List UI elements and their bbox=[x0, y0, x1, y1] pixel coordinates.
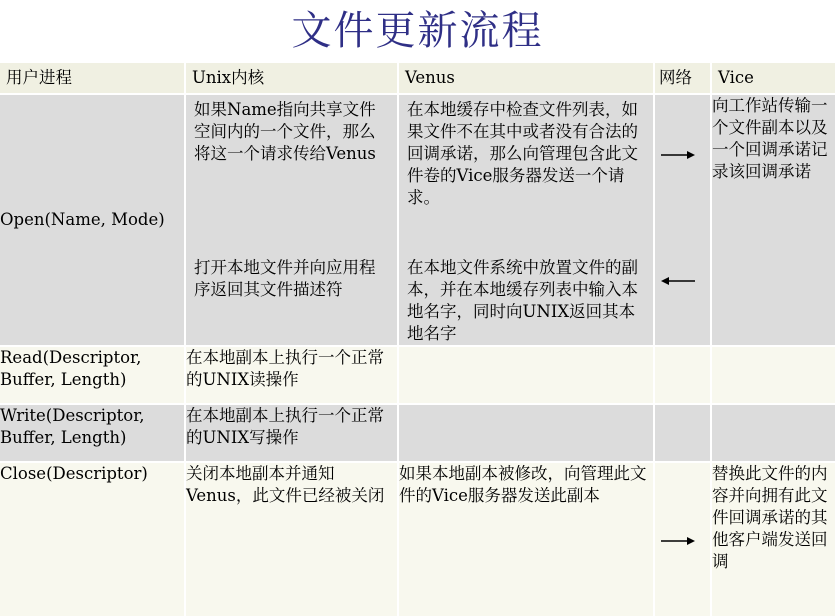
file-update-table bbox=[0, 61, 835, 616]
network-read-empty bbox=[654, 346, 711, 404]
network-close-cell bbox=[654, 462, 711, 616]
unix-read: 在本地副本上执行一个正常的UNIX读操作 bbox=[185, 346, 398, 404]
vice-open: 向工作站传输一个文件副本以及一个回调承诺记录该回调承诺 bbox=[711, 94, 835, 346]
venus-close: 如果本地副本被修改，向管理此文件的Vice服务器发送此副本 bbox=[398, 462, 654, 616]
vice-write-empty bbox=[711, 404, 835, 462]
right-arrow-icon bbox=[661, 148, 695, 162]
left-arrow-icon bbox=[661, 274, 695, 288]
venus-open-place: 在本地文件系统中放置文件的副本，并在本地缓存列表中输入本地名字，同时向UNIX返回其本地名字 bbox=[407, 258, 638, 343]
unix-open-return: 打开本地文件并向应用程序返回其文件描述符 bbox=[194, 258, 376, 299]
header-user-process: 用户进程 bbox=[0, 62, 185, 94]
venus-open-check: 在本地缓存中检查文件列表，如果文件不在其中或者没有合法的回调承诺，那么向管理包含此文件卷的Vice服务器发送一个请求。 bbox=[407, 100, 638, 207]
op-close: Close(Descriptor) bbox=[0, 462, 185, 616]
header-network: 网络 bbox=[654, 62, 711, 94]
venus-open-cell bbox=[398, 94, 654, 346]
header-venus: Venus bbox=[398, 62, 654, 94]
table-row-close bbox=[0, 462, 835, 616]
unix-write: 在本地副本上执行一个正常的UNIX写操作 bbox=[185, 404, 398, 462]
table-row-open bbox=[0, 94, 835, 346]
header-vice: Vice bbox=[711, 62, 835, 94]
table-row-write bbox=[0, 404, 835, 462]
page-title: 文件更新流程 bbox=[291, 8, 544, 54]
op-open: Open(Name, Mode) bbox=[0, 94, 185, 346]
network-open-cell bbox=[654, 94, 711, 346]
unix-open-cell bbox=[185, 94, 398, 346]
table-header-row bbox=[0, 62, 835, 94]
op-read: Read(Descriptor, Buffer, Length) bbox=[0, 346, 185, 404]
table-row-read bbox=[0, 346, 835, 404]
venus-write-empty bbox=[398, 404, 654, 462]
venus-read-empty bbox=[398, 346, 654, 404]
right-arrow-icon bbox=[661, 534, 695, 548]
op-write: Write(Descriptor, Buffer, Length) bbox=[0, 404, 185, 462]
unix-open-request: 如果Name指向共享文件空间内的一个文件，那么将这一个请求传给Venus bbox=[194, 100, 376, 163]
vice-read-empty bbox=[711, 346, 835, 404]
vice-close: 替换此文件的内容并向拥有此文件回调承诺的其他客户端发送回调 bbox=[711, 462, 835, 616]
header-unix-kernel: Unix内核 bbox=[185, 62, 398, 94]
network-write-empty bbox=[654, 404, 711, 462]
unix-close: 关闭本地副本并通知Venus，此文件已经被关闭 bbox=[185, 462, 398, 616]
